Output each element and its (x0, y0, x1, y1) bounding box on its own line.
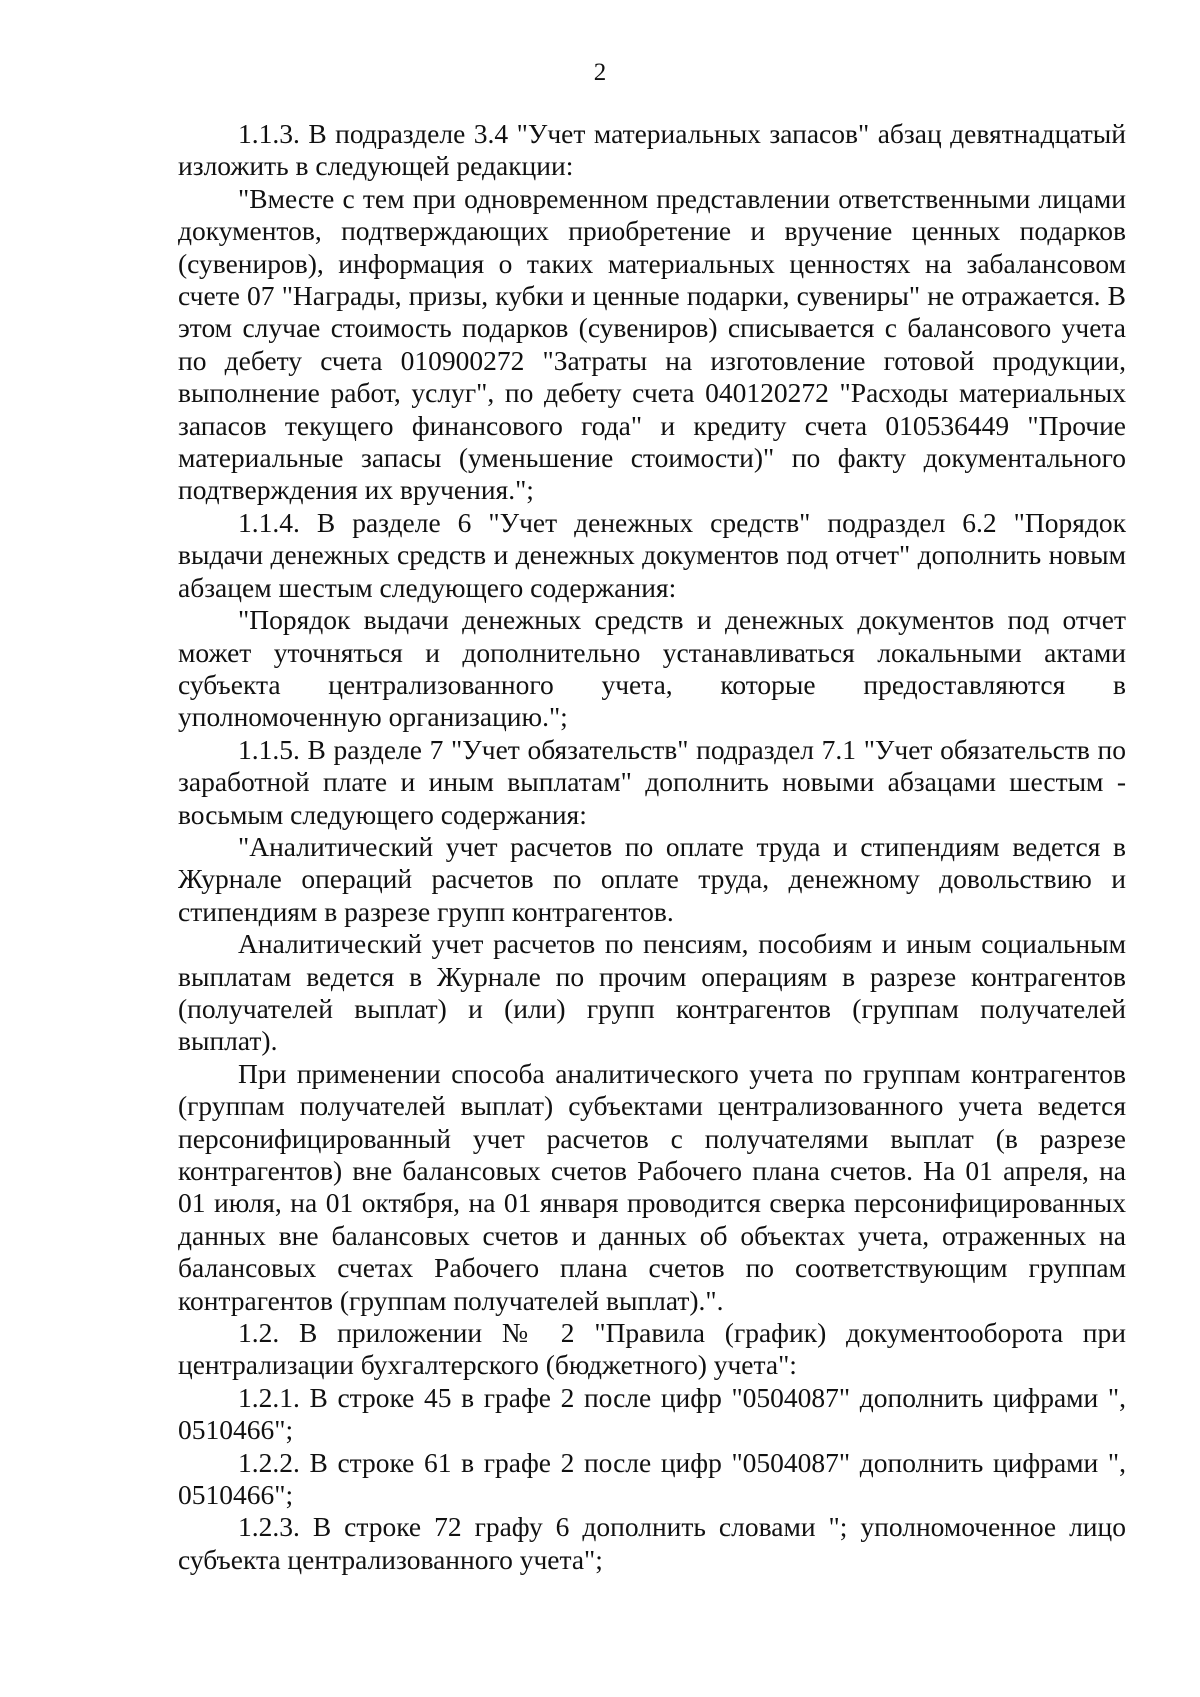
paragraph-quote-cash: "Порядок выдачи денежных средств и денежных документов под отчет может уточняться и дополнительно устанавливаться локальными актами субъекта централизованного учета, которые предоставляются в уполномоченную организацию."; (178, 604, 1126, 733)
paragraph-1-1-3: 1.1.3. В подразделе 3.4 "Учет материальных запасов" абзац девятнадцатый изложить в следующей редакции: (178, 118, 1126, 182)
paragraph-1-2-2: 1.2.2. В строке 61 в графе 2 после цифр "0504087" дополнить цифрами ", 0510466"; (178, 1446, 1126, 1511)
page-number: 2 (593, 59, 607, 86)
paragraph-quote-gifts: "Вместе с тем при одновременном представлении ответственными лицами документов, подтверждающих приобретение и вручение ценных подарков (сувениров), информация о таких материальных ценностях на забалансовом счете 07 "Награды, призы, кубки и ценные подарки, сувениры" не отражается. В этом случае стоимость подарков (сувениров) списывается с балансового учета по дебету счета 010900272 "Затраты на изготовление готовой продукции, выполнение работ, услуг", по дебету счета 040120272 "Расходы материальных запасов текущего финансового года" и кредиту счета 010536449 "Прочие материальные запасы (уменьшение стоимости)" по факту документального подтверждения их вручения."; (178, 182, 1126, 506)
paragraph-1-2-3: 1.2.3. В строке 72 графу 6 дополнить словами "; уполномоченное лицо субъекта централизованного учета"; (178, 1511, 1126, 1575)
paragraph-quote-payroll: "Аналитический учет расчетов по оплате труда и стипендиям ведется в Журнале операций расчетов по оплате труда, денежному довольствию и стипендиям в разрезе групп контрагентов. (178, 830, 1126, 927)
paragraph-1-2-1: 1.2.1. В строке 45 в графе 2 после цифр "0504087" дополнить цифрами ", 0510466"; (178, 1381, 1126, 1446)
paragraph-1-1-5: 1.1.5. В разделе 7 "Учет обязательств" подраздел 7.1 "Учет обязательств по заработной плате и иным выплатам" дополнить новыми абзацами шестым - восьмым следующего содержания: (178, 733, 1126, 830)
paragraph-counterparty-groups: При применении способа аналитического учета по группам контрагентов (группам получателей выплат) субъектами централизованного учета ведется персонифицированный учет расчетов с получателями выплат (в разрезе контрагентов) вне балансовых счетов Рабочего плана счетов. На 01 апреля, на 01 июля, на 01 октября, на 01 января проводится сверка персонифицированных данных вне балансовых счетов и данных об объектах учета, отраженных на балансовых счетах Рабочего плана счетов по соответствующим группам контрагентов (группам получателей выплат).". (178, 1057, 1126, 1316)
document-body (178, 118, 1126, 1576)
paragraph-pensions: Аналитический учет расчетов по пенсиям, пособиям и иным социальным выплатам ведется в Журнале по прочим операциям в разрезе контрагентов (получателей выплат) и (или) групп контрагентов (группам получателей выплат). (178, 928, 1126, 1057)
paragraph-1-1-4: 1.1.4. В разделе 6 "Учет денежных средств" подраздел 6.2 "Порядок выдачи денежных средств и денежных документов под отчет" дополнить новым абзацем шестым следующего содержания: (178, 506, 1126, 603)
paragraph-1-2: 1.2. В приложении № 2 "Правила (график) документооборота при централизации бухгалтерского (бюджетного) учета": (178, 1317, 1126, 1381)
